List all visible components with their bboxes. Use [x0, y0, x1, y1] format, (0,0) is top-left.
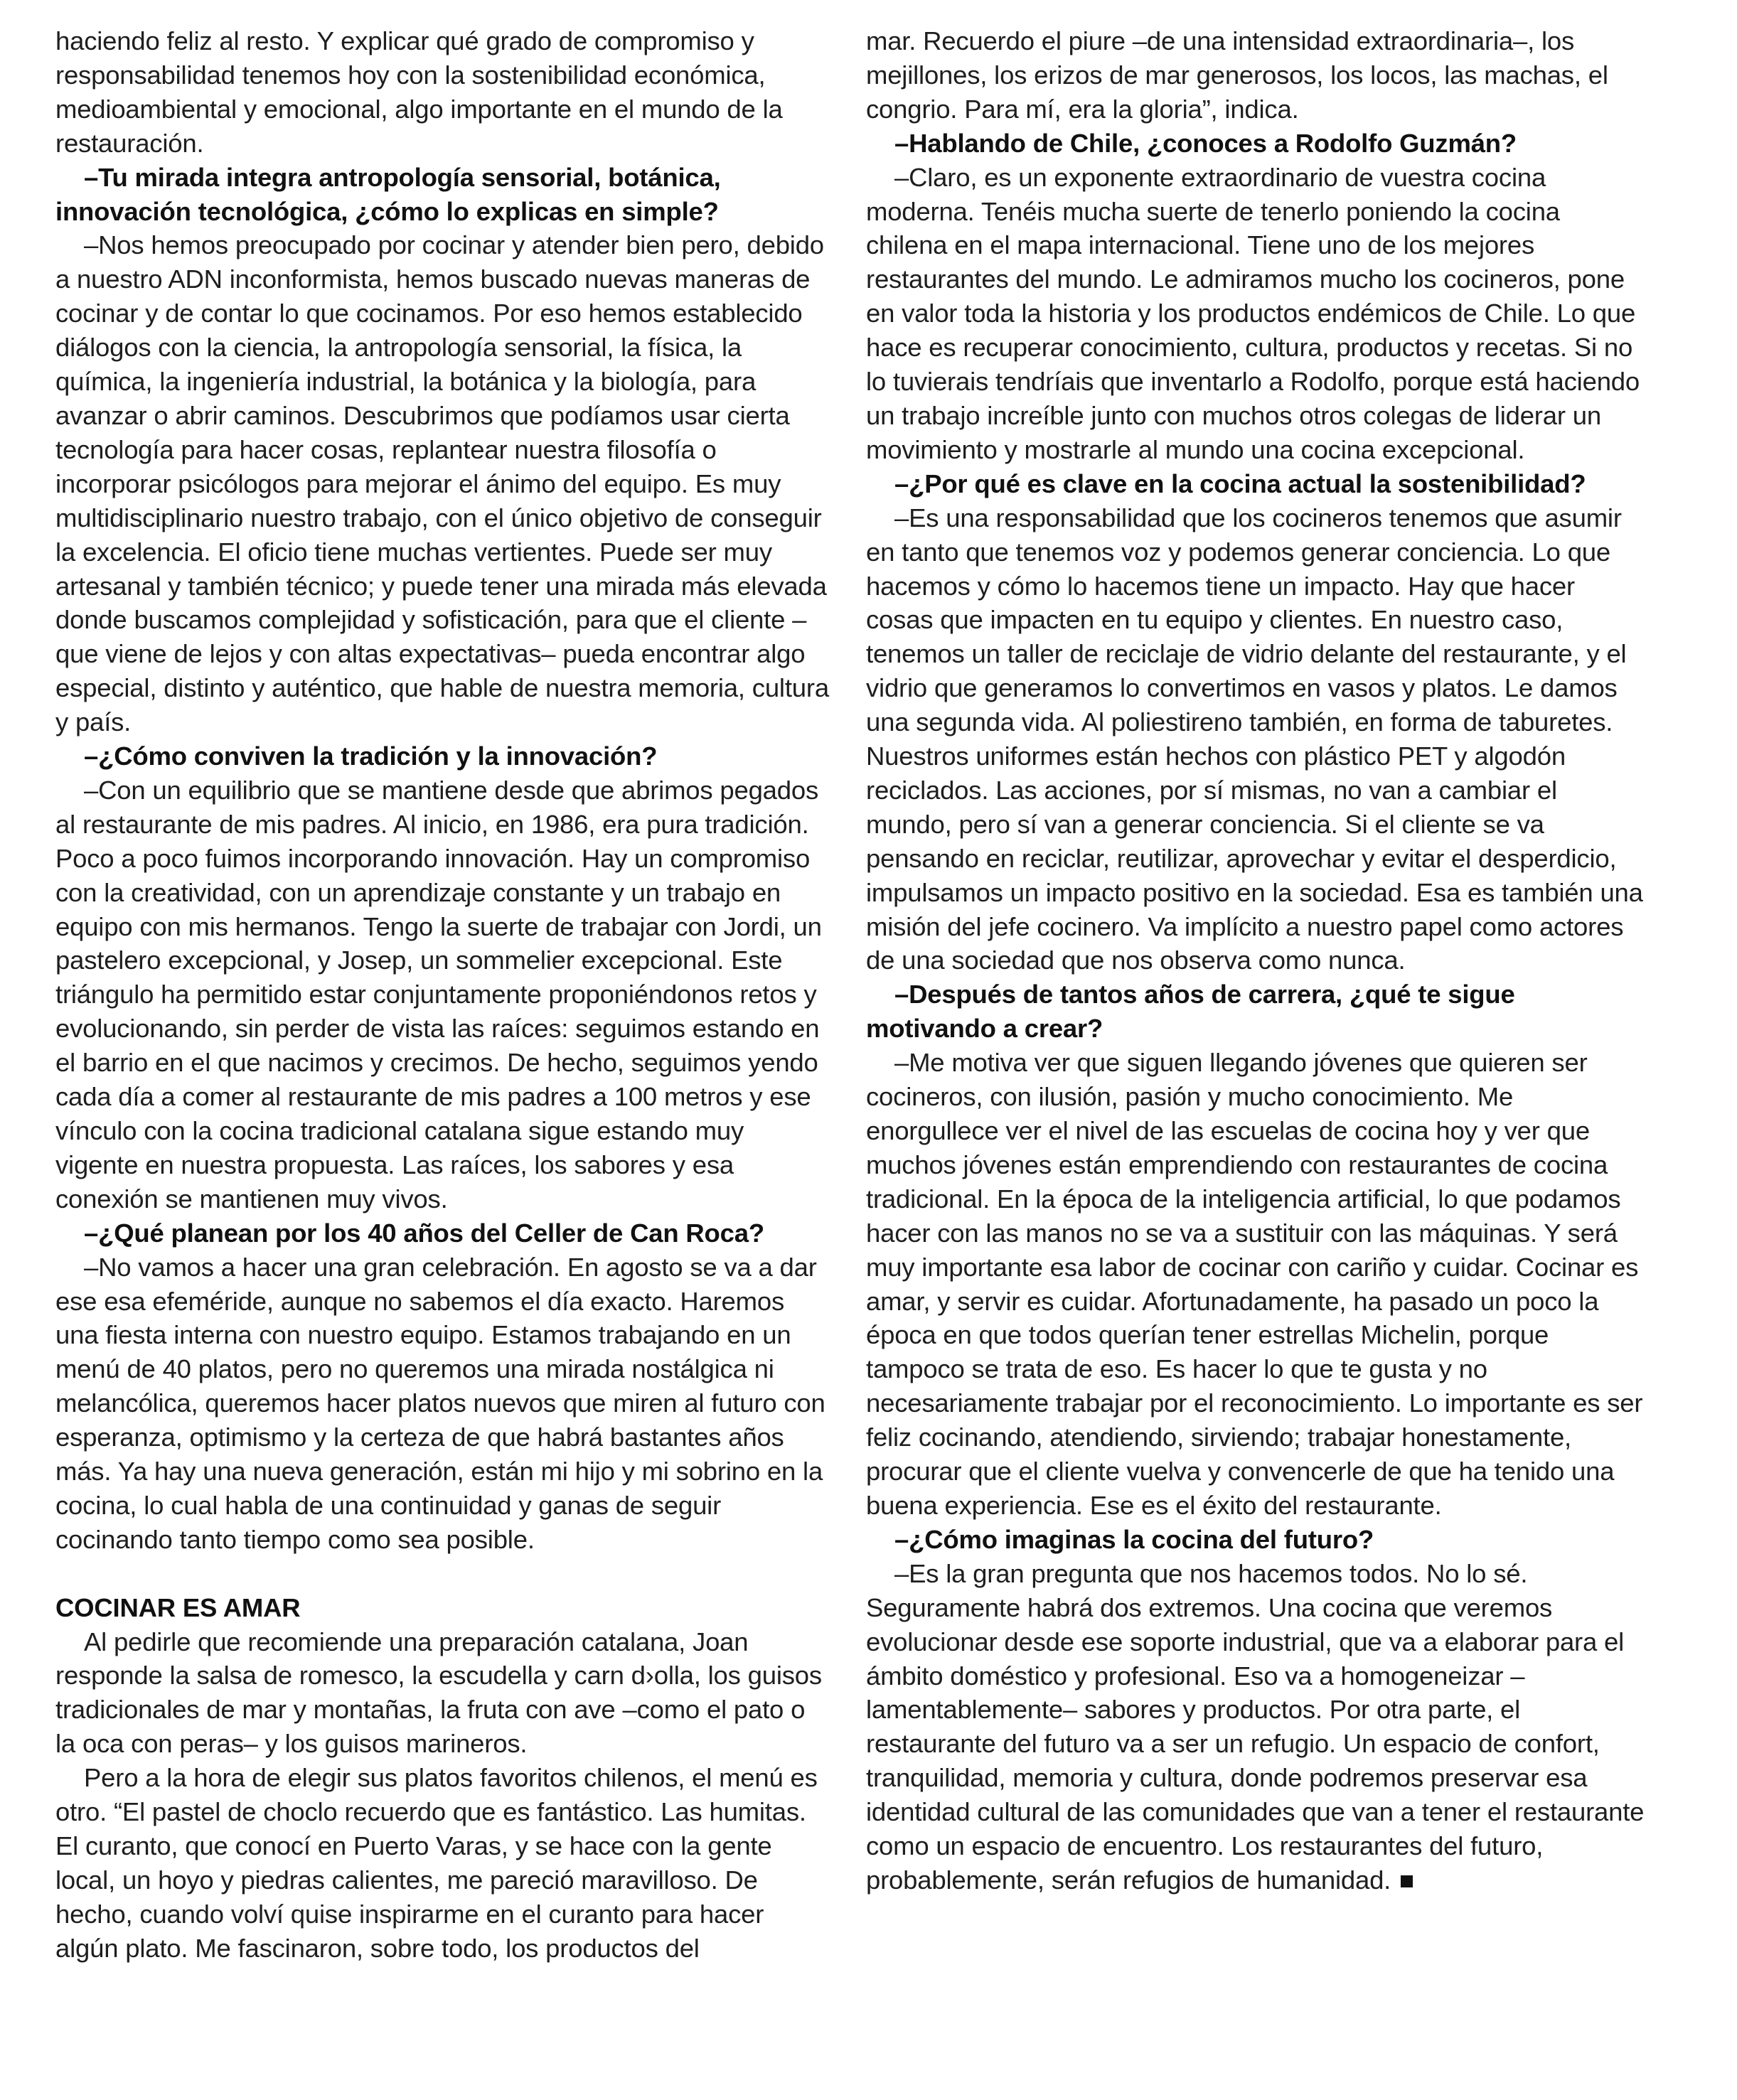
question-future-cuisine: –¿Cómo imaginas la cocina del futuro?: [894, 1524, 1374, 1554]
question-rodolfo-guzman: –Hablando de Chile, ¿conoces a Rodolfo Guzmán?: [894, 128, 1517, 158]
right-column: [866, 24, 1648, 1897]
answer-tradition-innovation: –Con un equilibrio que se mantiene desde que abrimos pegados al restaurante de mis padres. Al inicio, en 1986, era pura tradición. Poco a poco fuimos incorporando innovación. Hay un compromiso con la creatividad, con un aprendizaje constante y un trabajo en equipo con mis hermanos. Tengo la suerte de trabajar con Jordi, un pastelero excepcional, y Josep, un sommelier excepcional. Este triángulo ha permitido estar conjuntamente proponiéndonos retos y evolucionando, sin perder de vista las raíces: seguimos estando en el barrio en el que nacimos y crecimos. De hecho, seguimos yendo cada día a comer al restaurante de mis padres a 100 metros y ese vínculo con la cocina tradicional catalana sigue estando muy vigente en nuestra propuesta. Las raíces, los sabores y esa conexión se mantienen muy vivos.: [55, 775, 822, 1214]
answer-future-cuisine: [866, 1557, 1648, 1897]
question-tradition-innovation: –¿Cómo conviven la tradición y la innovación?: [84, 741, 658, 771]
paragraph-chilean-dishes-continued: mar. Recuerdo el piure –de una intensidad extraordinaria–, los mejillones, los erizos de mar generosos, los locos, las machas, el congrio. Para mí, era la gloria”, indica.: [866, 26, 1608, 124]
answer-future-cuisine-text: –Es la gran pregunta que nos hacemos todos. No lo sé. Seguramente habrá dos extremos. Una cocina que veremos evolucionar desde ese soporte industrial, que va a elaborar para el ámbito doméstico y profesional. Eso va a homogeneizar –lamentablemente– sabores y productos. Por otra parte, el restaurante del futuro va a ser un refugio. Un espacio de confort, tranquilidad, memoria y cultura, donde podremos preservar esa identidad cultural de las comunidades que van a tener el restaurante como un espacio de encuentro. Los restaurantes del futuro, probablemente, serán refugios de humanidad.: [866, 1558, 1645, 1895]
paragraph-catalan-dishes: Al pedirle que recomiende una preparación catalana, Joan responde la salsa de romesco, la escudella y carn d›olla, los guisos tradicionales de mar y montañas, la fruta con ave –como el pato o la oca con peras– y los guisos marineros.: [55, 1627, 822, 1759]
left-column: [55, 24, 830, 1966]
question-sustainability: –¿Por qué es clave en la cocina actual la sostenibilidad?: [894, 468, 1586, 498]
question-40-years: –¿Qué planean por los 40 años del Celler de Can Roca?: [84, 1218, 764, 1248]
answer-rodolfo-guzman: –Claro, es un exponente extraordinario de vuestra cocina moderna. Tenéis mucha suerte de tenerlo poniendo la cocina chilena en el mapa internacional. Tiene uno de los mejores restaurantes del mundo. Le admiramos mucho los cocineros, pone en valor toda la historia y los productos endémicos de Chile. Lo que hace es recuperar conocimiento, cultura, productos y recetas. Si no lo tuvierais tendríais que inventarlo a Rodolfo, porque está haciendo un trabajo increíble junto con muchos otros colegas de liderar un movimiento y mostrarle al mundo una cocina excepcional.: [866, 162, 1640, 464]
answer-40-years: –No vamos a hacer una gran celebración. En agosto se va a dar ese esa efeméride, aunque no sabemos el día exacto. Haremos una fiesta interna con nuestro equipo. Estamos trabajando en un menú de 40 platos, pero no queremos una mirada nostálgica ni melancólica, queremos hacer platos nuevos que miren al futuro con esperanza, optimismo y la certeza de que habrá bastantes años más. Ya hay una nueva generación, están mi hijo y mi sobrino en la cocina, lo cual habla de una continuidad y ganas de seguir cocinando tanto tiempo como sea posible.: [55, 1252, 825, 1554]
answer-motivation: –Me motiva ver que siguen llegando jóvenes que quieren ser cocineros, con ilusión, pasión y mucho conocimiento. Me enorgullece ver el nivel de las escuelas de cocina hoy y ver que muchos jóvenes están emprendiendo con restaurantes de cocina tradicional. En la época de la inteligencia artificial, lo que podamos hacer con las manos no se va a sustituir con las máquinas. Y será muy importante esa labor de cocinar con cariño y cuidar. Cocinar es amar, y servir es cuidar. Afortunadamente, ha pasado un poco la época en que todos querían tener estrellas Michelin, porque tampoco se trata de eso. Es hacer lo que te gusta y no necesariamente trabajar por el reconocimiento. Lo importante es ser feliz cocinando, atendiendo, sirviendo; trabajar honestamente, procurar que el cliente vuelva y convencerle de que ha tenido una buena experiencia. Ese es el éxito del restaurante.: [866, 1048, 1643, 1520]
answer-sensory-anthropology: –Nos hemos preocupado por cocinar y atender bien pero, debido a nuestro ADN inconformista, hemos buscado nuevas maneras de cocinar y de contar lo que cocinamos. Por eso hemos establecido diálogos con la ciencia, la antropología sensorial, la física, la química, la ingeniería industrial, la botánica y la biología, para avanzar o abrir caminos. Descubrimos que podíamos usar cierta tecnología para hacer cosas, replantear nuestra filosofía o incorporar psicólogos para mejorar el ánimo del equipo. Es muy multidisciplinario nuestro trabajo, con el único objetivo de conseguir la excelencia. El oficio tiene muchas vertientes. Puede ser muy artesanal y también técnico; y puede tener una mirada más elevada donde buscamos complejidad y sofisticación, para que el cliente –que viene de lejos y con altas expectativas– pueda encontrar algo especial, distinto y auténtico, que hable de nuestra memoria, cultura y país.: [55, 230, 829, 737]
question-sensory-anthropology: –Tu mirada integra antropología sensorial, botánica, innovación tecnológica, ¿cómo lo explicas en simple?: [55, 162, 721, 226]
end-of-article-square-icon: [1401, 1875, 1413, 1887]
question-motivation: –Después de tantos años de carrera, ¿qué te sigue motivando a crear?: [866, 980, 1515, 1044]
paragraph-chilean-dishes: Pero a la hora de elegir sus platos favoritos chilenos, el menú es otro. “El pastel de choclo recuerdo que es fantástico. Las humitas. El curanto, que conocí en Puerto Varas, y se hace con la gente local, un hoyo y piedras calientes, me pareció maravilloso. De hecho, cuando volví quise inspirarme en el curanto para hacer algún plato. Me fascinaron, sobre todo, los productos del: [55, 1763, 818, 1963]
answer-sustainability: –Es una responsabilidad que los cocineros tenemos que asumir en tanto que tenemos voz y podemos generar conciencia. Lo que hacemos y cómo lo hacemos tiene un impacto. Hay que hacer cosas que impacten en tu equipo y clientes. En nuestro caso, tenemos un taller de reciclaje de vidrio delante del restaurante, y el vidrio que generamos lo convertimos en vasos y platos. Le damos una segunda vida. Al poliestireno también, en forma de taburetes. Nuestros uniformes están hechos con plástico PET y algodón reciclados. Las acciones, por sí mismas, no van a cambiar el mundo, pero sí van a generar conciencia. Si el cliente se va pensando en reciclar, reutilizar, aprovechar y evitar el desperdicio, impulsamos un impacto positivo en la sociedad. Esa es también una misión del jefe cocinero. Va implícito a nuestro papel como actores de una sociedad que nos observa como nunca.: [866, 503, 1643, 975]
paragraph-continued-intro: haciendo feliz al resto. Y explicar qué grado de compromiso y responsabilidad tenemos hoy con la sostenibilidad económica, medioambiental y emocional, algo importante en el mundo de la restauración.: [55, 26, 783, 158]
section-subhead: COCINAR ES AMAR: [55, 1592, 301, 1622]
